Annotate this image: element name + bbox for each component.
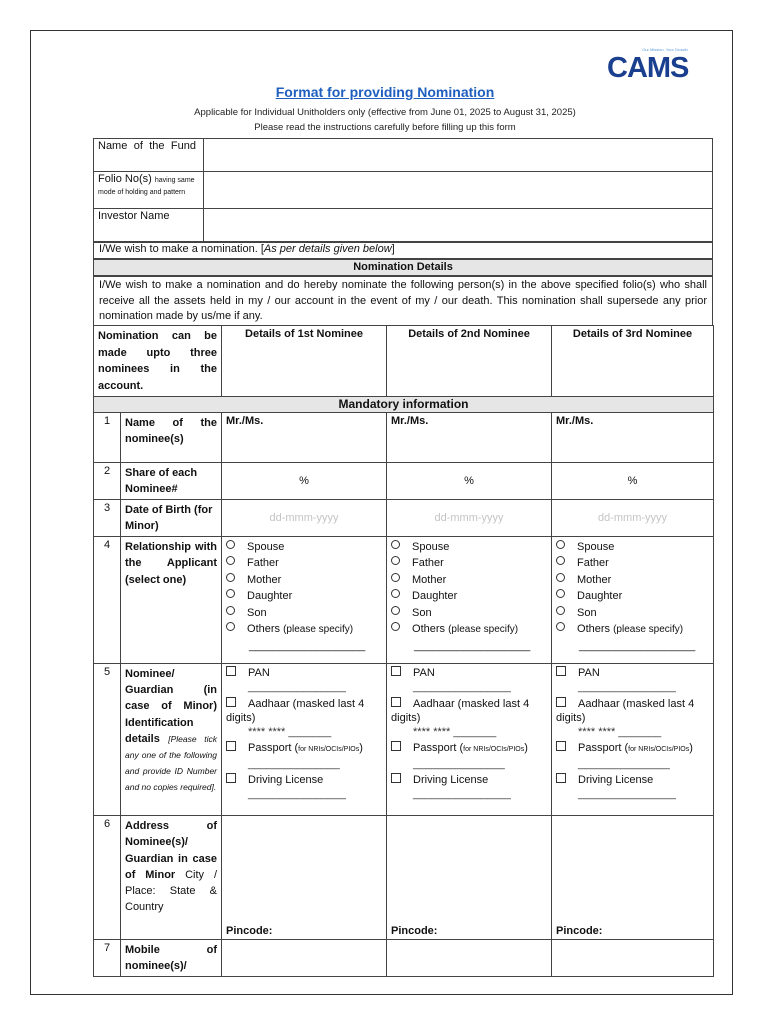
passport-blank[interactable]: _______________ [413, 758, 505, 770]
id-option-passport[interactable]: Passport (for NRIs/OCIs/PIOs) [391, 741, 547, 757]
checkbox[interactable] [391, 773, 401, 783]
radio-circle[interactable] [391, 540, 400, 549]
nominee-3-header: Details of 3rd Nominee [552, 326, 714, 397]
radio-circle[interactable] [226, 589, 235, 598]
nominee-table [93, 325, 714, 977]
others-specify-blank[interactable]: ___________________ [414, 640, 531, 653]
id-option-driving-license[interactable]: Driving License [226, 773, 382, 787]
radio-circle[interactable] [391, 606, 400, 615]
checkbox[interactable] [556, 666, 566, 676]
radio-circle[interactable] [226, 540, 235, 549]
relationship-option-spouse[interactable]: Spouse [556, 539, 709, 555]
radio-circle[interactable] [556, 540, 565, 549]
id-option-driving-license[interactable]: Driving License [556, 773, 709, 787]
row-number: 1 [94, 413, 121, 463]
aadhaar-blank[interactable]: **** **** _______ [248, 726, 332, 738]
radio-circle[interactable] [556, 573, 565, 582]
folio-note: having same mode of holding and pattern [98, 177, 195, 196]
row-number: 4 [94, 537, 121, 664]
passport-blank[interactable]: _______________ [578, 758, 670, 770]
relationship-option-father[interactable]: Father [391, 555, 547, 571]
checkbox[interactable] [226, 773, 236, 783]
driving-license-blank[interactable]: ________________ [578, 788, 676, 800]
nominee-1-share-field[interactable]: % [222, 463, 387, 500]
share-label: Share of each Nominee# [121, 463, 222, 500]
nominee-3-address-field[interactable]: Pincode: [552, 816, 714, 940]
pan-blank[interactable]: ________________ [578, 681, 676, 693]
nomination-wish-line: I/We wish to make a nomination. [As per details given below] [93, 241, 713, 259]
checkbox[interactable] [391, 666, 401, 676]
radio-circle[interactable] [226, 556, 235, 565]
relationship-option-daughter[interactable]: Daughter [556, 588, 709, 604]
cams-logo [607, 44, 707, 84]
checkbox[interactable] [556, 773, 566, 783]
checkbox[interactable] [556, 741, 566, 751]
nominee-1-dob-field[interactable]: dd-mmm-yyyy [222, 500, 387, 537]
identification-label: Nominee/ Guardian (in case of Minor) Identification details [Please tick any one of the following and provide ID Number and no copies required]. [121, 664, 222, 816]
nominee-1-name-field[interactable]: Mr./Ms. [222, 413, 387, 463]
folio-label: Folio No(s) having same mode of holding and pattern [94, 172, 204, 209]
applicability-note: Applicable for Individual Unitholders only (effective from June 01, 2025 to August 31, 2025) [194, 107, 576, 118]
radio-circle[interactable] [391, 573, 400, 582]
nominee-3-id-details [552, 664, 714, 816]
nominee-3-name-field[interactable]: Mr./Ms. [552, 413, 714, 463]
checkbox[interactable] [226, 741, 236, 751]
others-specify-blank[interactable]: ___________________ [579, 640, 696, 653]
id-option-aadhaar[interactable]: Aadhaar (masked last 4 digits) [556, 698, 695, 724]
pan-blank[interactable]: ________________ [248, 681, 346, 693]
nominee-1-relationship [222, 537, 387, 664]
nominee-3-dob-field[interactable]: dd-mmm-yyyy [552, 500, 714, 537]
row-number: 2 [94, 463, 121, 500]
address-label: Address of Nominee(s)/ Guardian in case of Minor City / Place: State & Country [121, 816, 222, 940]
nominee-name-label: Name of the nominee(s) [121, 413, 222, 463]
nominee-2-relationship [387, 537, 552, 664]
nominee-1-header: Details of 1st Nominee [222, 326, 387, 397]
folio-field[interactable] [204, 172, 713, 209]
radio-circle[interactable] [226, 622, 235, 631]
mandatory-info-heading: Mandatory information [94, 397, 714, 413]
checkbox[interactable] [556, 697, 566, 707]
id-option-passport[interactable]: Passport (for NRIs/OCIs/PIOs) [556, 741, 709, 757]
id-option-pan[interactable]: PAN [226, 666, 382, 680]
relationship-option-mother[interactable]: Mother [391, 572, 547, 588]
dob-label: Date of Birth (for Minor) [121, 500, 222, 537]
relationship-option-son[interactable]: Son [556, 605, 709, 621]
id-option-aadhaar[interactable]: Aadhaar (masked last 4 digits) [226, 698, 365, 724]
fund-name-label: Name of the Fund [94, 139, 204, 172]
radio-circle[interactable] [226, 606, 235, 615]
fund-details-table [93, 138, 713, 243]
radio-circle[interactable] [556, 622, 565, 631]
row-number: 5 [94, 664, 121, 816]
relationship-option-son[interactable]: Son [226, 605, 382, 621]
pan-blank[interactable]: ________________ [413, 681, 511, 693]
radio-circle[interactable] [556, 556, 565, 565]
aadhaar-blank[interactable]: **** **** _______ [413, 726, 497, 738]
svg-text:Our Mission, Your Growth: Our Mission, Your Growth [642, 47, 688, 52]
instructions-note: Please read the instructions carefully before filling up this form [254, 122, 516, 133]
relationship-option-others[interactable]: Others (please specify) [226, 621, 382, 638]
nominee-2-name-field[interactable]: Mr./Ms. [387, 413, 552, 463]
id-option-driving-license[interactable]: Driving License [391, 773, 547, 787]
relationship-option-son[interactable]: Son [391, 605, 547, 621]
investor-name-label: Investor Name [94, 209, 204, 243]
fund-name-field[interactable] [204, 139, 713, 172]
nominee-1-address-field[interactable]: Pincode: [222, 816, 387, 940]
relationship-option-father[interactable]: Father [556, 555, 709, 571]
radio-circle[interactable] [391, 589, 400, 598]
relationship-option-others[interactable]: Others (please specify) [556, 621, 709, 638]
radio-circle[interactable] [391, 622, 400, 631]
relationship-option-mother[interactable]: Mother [226, 572, 382, 588]
nominee-3-share-field[interactable]: % [552, 463, 714, 500]
nominee-3-mobile-field[interactable] [552, 940, 714, 977]
relationship-option-spouse[interactable]: Spouse [226, 539, 382, 555]
checkbox[interactable] [226, 666, 236, 676]
row-number: 7 [94, 940, 121, 977]
svg-text:CAMS: CAMS [607, 52, 689, 84]
id-option-pan[interactable]: PAN [391, 666, 547, 680]
nominee-2-header: Details of 2nd Nominee [387, 326, 552, 397]
form-title: Format for providing Nomination [275, 84, 495, 100]
nomination-declaration: I/We wish to make a nomination and do hereby nominate the following person(s) in the above specified folio(s) who shall receive all the assets held in my / our account in the event of my / our death. This nomination shall supersede any prior nomination made by us/me if any. [93, 276, 713, 326]
radio-circle[interactable] [556, 606, 565, 615]
nominee-1-id-details [222, 664, 387, 816]
radio-circle[interactable] [391, 556, 400, 565]
radio-circle[interactable] [556, 589, 565, 598]
relationship-label: Relationship with the Applicant (select one) [121, 537, 222, 664]
relationship-option-mother[interactable]: Mother [556, 572, 709, 588]
nominee-2-mobile-field[interactable] [387, 940, 552, 977]
driving-license-blank[interactable]: ________________ [248, 788, 346, 800]
checkbox[interactable] [391, 741, 401, 751]
others-specify-blank[interactable]: ___________________ [249, 640, 366, 653]
nomination-details-heading: Nomination Details [93, 259, 713, 276]
mobile-label: Mobile of nominee(s)/ [121, 940, 222, 977]
id-option-passport[interactable]: Passport (for NRIs/OCIs/PIOs) [226, 741, 382, 757]
relationship-option-daughter[interactable]: Daughter [226, 588, 382, 604]
max-nominees-note: Nomination can be made upto three nominees in the account. [94, 326, 222, 397]
relationship-option-spouse[interactable]: Spouse [391, 539, 547, 555]
aadhaar-blank[interactable]: **** **** _______ [578, 726, 662, 738]
relationship-option-daughter[interactable]: Daughter [391, 588, 547, 604]
row-number: 3 [94, 500, 121, 537]
id-option-aadhaar[interactable]: Aadhaar (masked last 4 digits) [391, 698, 530, 724]
id-option-pan[interactable]: PAN [556, 666, 709, 680]
row-number: 6 [94, 816, 121, 940]
relationship-option-father[interactable]: Father [226, 555, 382, 571]
nominee-3-relationship [552, 537, 714, 664]
nominee-2-share-field[interactable]: % [387, 463, 552, 500]
checkbox[interactable] [226, 697, 236, 707]
relationship-option-others[interactable]: Others (please specify) [391, 621, 547, 638]
driving-license-blank[interactable]: ________________ [413, 788, 511, 800]
nominee-2-id-details [387, 664, 552, 816]
nominee-2-address-field[interactable]: Pincode: [387, 816, 552, 940]
investor-name-field[interactable] [204, 209, 713, 243]
identification-note: [Please tick any one of the following and provide ID Number and no copies required]. [125, 733, 218, 793]
nominee-1-mobile-field[interactable] [222, 940, 387, 977]
radio-circle[interactable] [226, 573, 235, 582]
nominee-2-dob-field[interactable]: dd-mmm-yyyy [387, 500, 552, 537]
checkbox[interactable] [391, 697, 401, 707]
passport-blank[interactable]: _______________ [248, 758, 340, 770]
